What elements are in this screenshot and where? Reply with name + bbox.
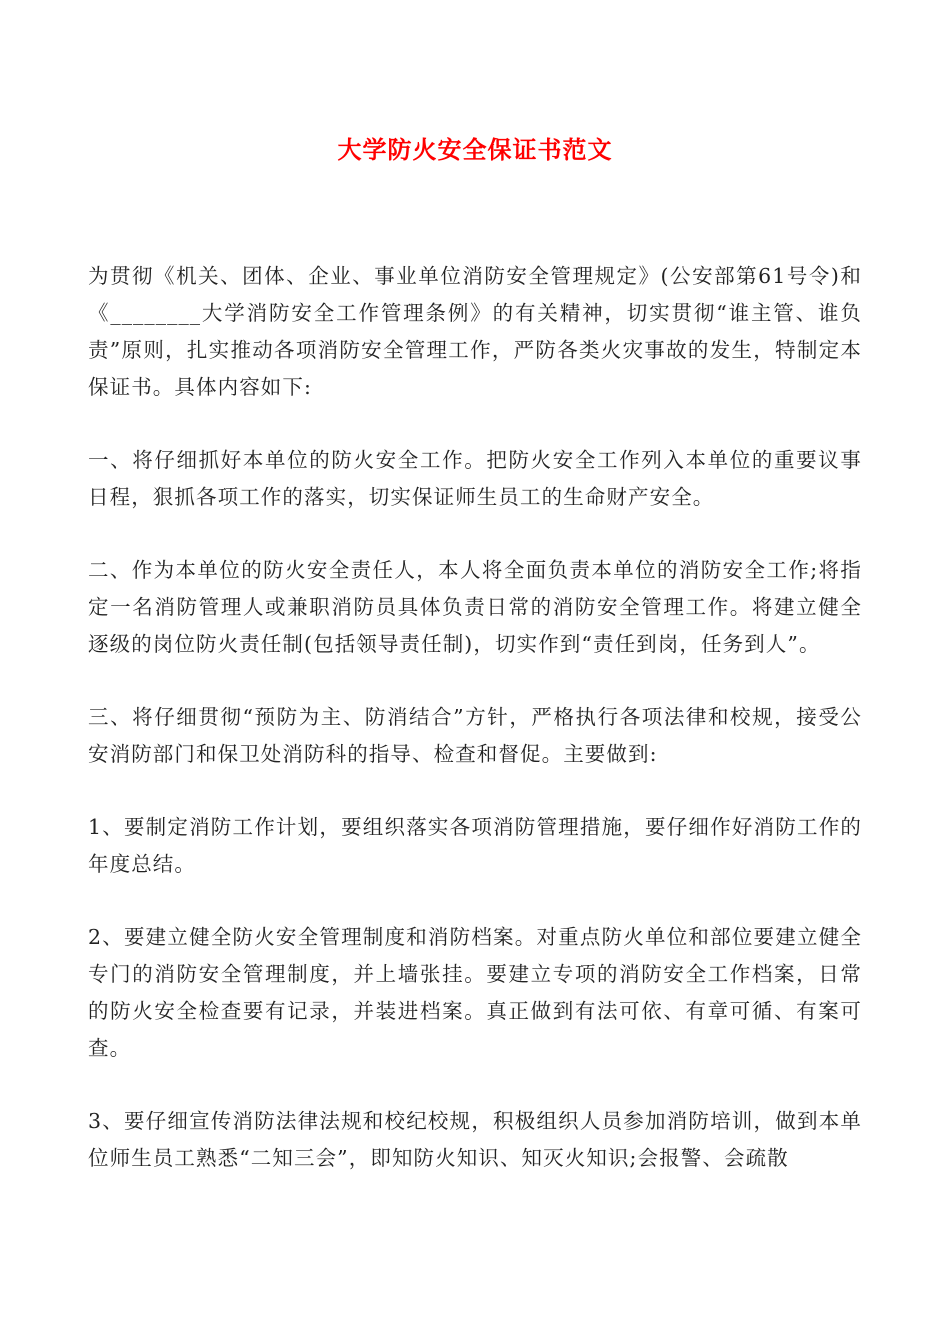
document-title: 大学防火安全保证书范文 — [337, 136, 613, 164]
paragraph-item-2: 2、要建立健全防火安全管理制度和消防档案。对重点防火单位和部位要建立健全专门的消防安全管理制度，并上墙张挂。要建立专项的消防安全工作档案，日常的防火安全检查要有记录，并装进档案。真正做到有法可依、有章可循、有案可查。 — [88, 925, 862, 1060]
paragraph-item-1: 1、要制定消防工作计划，要组织落实各项消防管理措施，要仔细作好消防工作的年度总结。 — [88, 815, 862, 876]
paragraph-intro: 为贯彻《机关、团体、企业、事业单位消防安全管理规定》(公安部第61号令)和《________大学消防安全工作管理条例》的有关精神，切实贯彻“谁主管、谁负责”原则，扎实推动各项消防安全管理工作，严防各类火灾事故的发生，特制定本保证书。具体内容如下: — [88, 264, 862, 399]
document-body — [88, 258, 862, 1177]
paragraph-3: 三、将仔细贯彻“预防为主、防消结合”方针，严格执行各项法律和校规，接受公安消防部门和保卫处消防科的指导、检查和督促。主要做到: — [88, 705, 862, 766]
paragraph-item-3: 3、要仔细宣传消防法律法规和校纪校规，积极组织人员参加消防培训，做到本单位师生员工熟悉“二知三会”，即知防火知识、知灭火知识;会报警、会疏散 — [88, 1109, 862, 1170]
paragraph-1: 一、将仔细抓好本单位的防火安全工作。把防火安全工作列入本单位的重要议事日程，狠抓各项工作的落实，切实保证师生员工的生命财产安全。 — [88, 448, 862, 509]
paragraph-2: 二、作为本单位的防火安全责任人，本人将全面负责本单位的消防安全工作;将指定一名消防管理人或兼职消防员具体负责日常的消防安全管理工作。将建立健全逐级的岗位防火责任制(包括领导责任制)，切实作到“责任到岗，任务到人”。 — [88, 558, 862, 656]
